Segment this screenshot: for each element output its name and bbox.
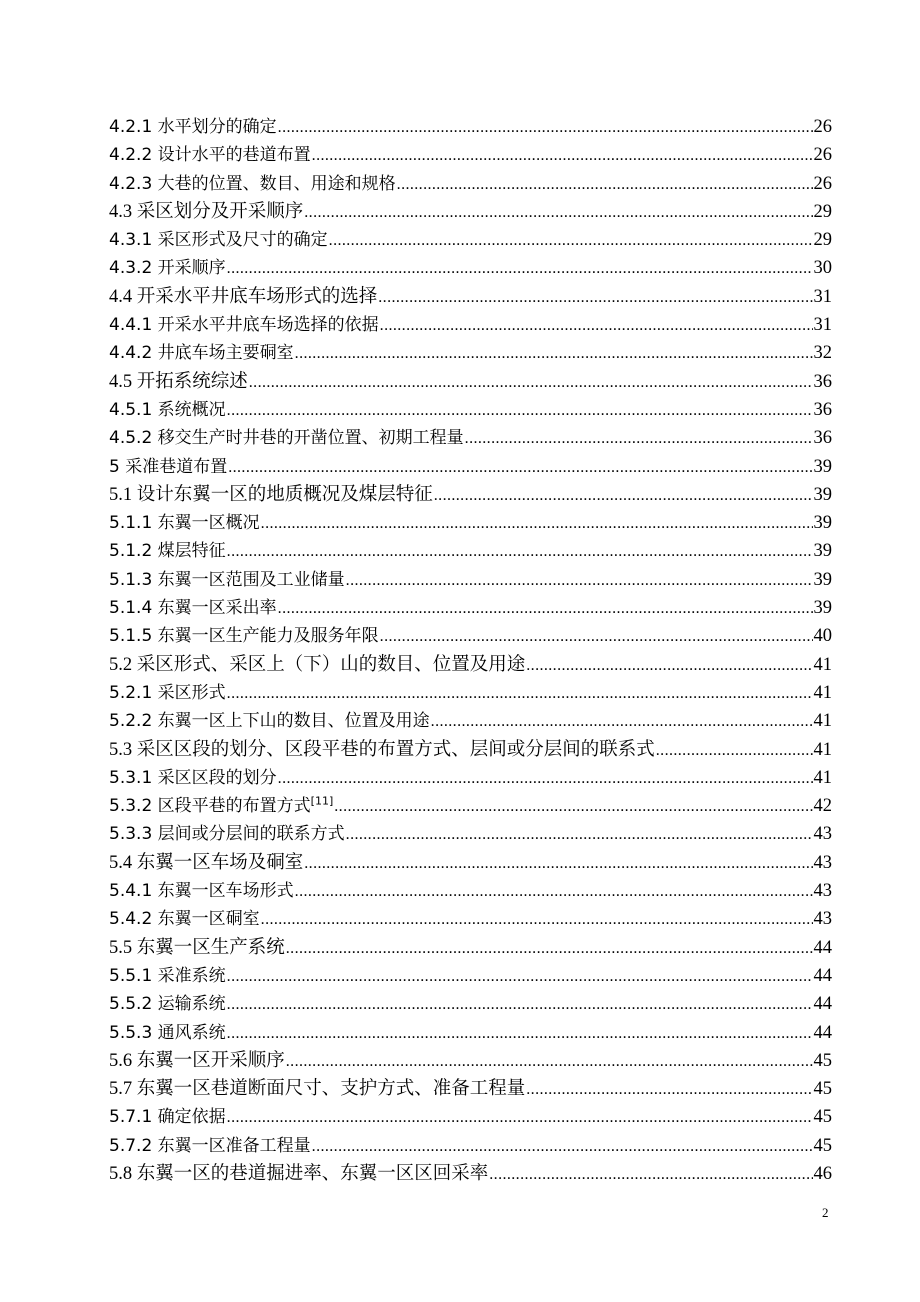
toc-entry-title [109, 254, 226, 282]
toc-entry-title [109, 1019, 226, 1047]
toc-entry-title [109, 622, 379, 650]
toc-entry[interactable] [109, 934, 832, 962]
toc-entry-title [109, 820, 345, 848]
toc-dot-leader [286, 1048, 813, 1076]
toc-entry-page: 30 [813, 258, 832, 279]
toc-dot-leader [312, 1133, 813, 1161]
toc-entry-title-text: 5.1.4 东翼一区采出率 [109, 598, 277, 619]
toc-entry-title [109, 1103, 226, 1131]
toc-entry-title [109, 537, 226, 565]
toc-entry[interactable] [109, 1019, 832, 1047]
toc-dot-leader [261, 906, 813, 934]
toc-dot-leader [286, 935, 813, 963]
toc-entry[interactable] [109, 283, 832, 311]
toc-dot-leader [227, 1020, 813, 1048]
toc-entry-title [109, 141, 311, 169]
toc-entry-page: 41 [813, 682, 832, 703]
toc-dot-leader [249, 369, 813, 397]
toc-dot-leader [329, 227, 813, 255]
toc-entry[interactable] [109, 1132, 832, 1160]
toc-entry-title-text: 5.7.1 确定依据 [109, 1107, 226, 1128]
toc-entry-title-text: 5.4 东翼一区车场及硐室 [109, 852, 304, 873]
toc-entry-page: 44 [813, 965, 832, 986]
toc-entry[interactable] [109, 509, 832, 537]
toc-entry-title-text: 5.1 设计东翼一区的地质概况及煤层特征 [109, 484, 433, 505]
toc-entry-page: 39 [813, 598, 832, 619]
toc-entry[interactable] [109, 141, 832, 169]
toc-entry-title-text: 5.5.2 运输系统 [109, 994, 226, 1015]
toc-entry[interactable] [109, 679, 832, 707]
toc-entry[interactable] [109, 877, 832, 905]
toc-entry-title [109, 368, 248, 396]
toc-entry[interactable] [109, 792, 832, 820]
toc-entry-page: 39 [813, 484, 832, 505]
toc-dot-leader [489, 1161, 812, 1189]
toc-entry-page: 29 [813, 230, 832, 251]
toc-dot-leader [378, 284, 812, 312]
toc-entry[interactable] [109, 368, 832, 396]
toc-entry-title-text: 5.7.2 东翼一区准备工程量 [109, 1135, 311, 1156]
toc-entry-title-text: 4.4.2 井底车场主要硐室 [109, 343, 294, 364]
toc-dot-leader [227, 963, 813, 991]
toc-dot-leader [278, 595, 813, 623]
toc-dot-leader [346, 567, 813, 595]
toc-entry[interactable] [109, 113, 832, 141]
toc-entry-title [109, 736, 655, 764]
toc-entry-title [109, 509, 260, 537]
toc-entry-page: 41 [813, 654, 832, 675]
toc-dot-leader [434, 482, 813, 510]
toc-entry-page: 42 [813, 796, 832, 817]
toc-entry[interactable] [109, 1160, 832, 1188]
toc-entry-title [109, 283, 377, 311]
toc-dot-leader [295, 878, 813, 906]
toc-entry[interactable] [109, 1047, 832, 1075]
toc-entry-title-text: 5 采准巷道布置 [109, 456, 228, 477]
toc-entry-title [109, 849, 303, 877]
toc-entry[interactable] [109, 651, 832, 679]
toc-entry-title-text: 5.1.3 东翼一区范围及工业储量 [109, 569, 345, 590]
toc-entry-title-text: 5.3 采区区段的划分、区段平巷的布置方式、层间或分层间的联系式 [109, 739, 655, 760]
toc-entry-title [109, 1075, 525, 1103]
toc-entry-title-text: 5.7 东翼一区巷道断面尺寸、支护方式、准备工程量 [109, 1079, 526, 1100]
toc-entry-title [109, 990, 226, 1018]
toc-entry[interactable] [109, 707, 832, 735]
toc-entry-page: 32 [813, 343, 832, 364]
toc-entry-title-text: 5.1.5 东翼一区生产能力及服务年限 [109, 626, 379, 647]
toc-entry-page: 43 [813, 881, 832, 902]
toc-entry-page: 26 [813, 117, 832, 137]
toc-entry-title-text: 5.5 东翼一区生产系统 [109, 937, 285, 958]
toc-entry-page: 29 [813, 201, 832, 222]
toc-entry-title [109, 453, 227, 481]
toc-entry-page: 31 [813, 315, 832, 336]
toc-entry-page: 36 [813, 371, 832, 392]
toc-dot-leader [278, 765, 813, 793]
toc-entry-title [109, 962, 226, 990]
toc-entry-title [109, 113, 277, 141]
toc-dot-leader [227, 1104, 813, 1132]
toc-entry-page: 41 [813, 767, 832, 788]
toc-entry-page: 43 [813, 824, 832, 845]
toc-entry-title [109, 424, 464, 452]
toc-dot-leader [465, 425, 813, 453]
toc-entry-page: 43 [813, 909, 832, 930]
toc-entry-page: 36 [813, 428, 832, 449]
toc-dot-leader [380, 312, 813, 340]
toc-entry-title-text: 5.8 东翼一区的巷道掘进率、东翼一区区回采率 [109, 1163, 489, 1184]
toc-entry[interactable] [109, 962, 832, 990]
toc-entry[interactable] [109, 736, 832, 764]
toc-entry-title-text: 4.5.2 移交生产时井巷的开凿位置、初期工程量 [109, 428, 464, 449]
toc-dot-leader [397, 171, 813, 199]
toc-entry[interactable] [109, 820, 832, 848]
toc-entry[interactable] [109, 622, 832, 650]
toc-entry-title [109, 594, 277, 622]
toc-entry-page: 39 [813, 541, 832, 562]
toc-entry[interactable] [109, 453, 832, 481]
toc-entry[interactable] [109, 990, 832, 1018]
toc-entry-title [109, 1160, 488, 1188]
toc-dot-leader [227, 397, 813, 425]
toc-entry-title-text: 4.3 采区划分及开采顺序 [109, 201, 304, 222]
toc-entry-title [109, 764, 277, 792]
toc-dot-leader [380, 623, 813, 651]
toc-entry[interactable] [109, 1103, 832, 1131]
toc-entry[interactable] [109, 396, 832, 424]
toc-entry-title [109, 651, 525, 679]
toc-entry-page: 26 [813, 173, 832, 194]
toc-entry-page: 41 [813, 739, 832, 760]
toc-entry[interactable] [109, 170, 832, 198]
toc-dot-leader [431, 708, 813, 736]
toc-entry-page: 41 [813, 711, 832, 732]
toc-entry[interactable] [109, 1075, 832, 1103]
toc-entry-page: 45 [813, 1107, 832, 1128]
toc-entry-title-text: 5.5.1 采准系统 [109, 965, 226, 986]
toc-entry-title-text: 5.4.1 东翼一区车场形式 [109, 881, 294, 902]
toc-dot-leader [227, 680, 813, 708]
toc-entry-page: 26 [813, 145, 832, 166]
toc-dot-leader [295, 340, 813, 368]
toc-entry-title-text: 5.1.1 东翼一区概况 [109, 513, 260, 534]
toc-entry[interactable] [109, 226, 832, 254]
toc-dot-leader [656, 737, 813, 765]
toc-entry-title-text: 5.5.3 通风系统 [109, 1022, 226, 1043]
citation-superscript: [11] [310, 794, 334, 808]
toc-entry-title [109, 934, 285, 962]
toc-entry-page: 39 [813, 456, 832, 477]
toc-dot-leader [278, 114, 813, 142]
toc-entry-page: 46 [813, 1163, 832, 1184]
toc-entry[interactable] [109, 254, 832, 282]
toc-entry-title-text: 4.4.1 开采水平井底车场选择的依据 [109, 315, 379, 336]
toc-entry-title-text: 5.3.3 层间或分层间的联系方式 [109, 824, 345, 845]
toc-entry-title [109, 226, 328, 254]
toc-entry-title [109, 311, 379, 339]
toc-entry[interactable] [109, 311, 832, 339]
toc-entry-title-text: 5.2.2 东翼一区上下山的数目、位置及用途 [109, 711, 430, 732]
toc-entry[interactable] [109, 481, 832, 509]
toc-entry[interactable] [109, 594, 832, 622]
toc-entry-page: 39 [813, 513, 832, 534]
toc-entry-title-text: 4.2.3 大巷的位置、数目、用途和规格 [109, 173, 396, 194]
toc-dot-leader [261, 510, 813, 538]
toc-entry-page: 31 [813, 286, 832, 307]
toc-dot-leader [526, 1076, 812, 1104]
table-of-contents [109, 113, 832, 1188]
toc-entry-title [109, 198, 303, 226]
toc-entry-title-text: 5.3.1 采区区段的划分 [109, 767, 277, 788]
toc-entry-page: 44 [813, 994, 832, 1015]
toc-entry-page: 45 [813, 1135, 832, 1156]
toc-entry-title [109, 877, 294, 905]
toc-entry-title [109, 566, 345, 594]
toc-entry[interactable] [109, 198, 832, 226]
toc-entry-page: 44 [813, 1022, 832, 1043]
toc-entry-title [109, 339, 294, 367]
toc-entry-page: 43 [813, 852, 832, 873]
toc-entry-title-text: 4.3.1 采区形式及尺寸的确定 [109, 230, 328, 251]
toc-entry-page: 44 [813, 937, 832, 958]
toc-dot-leader [334, 793, 812, 821]
toc-entry-page: 45 [813, 1050, 832, 1071]
toc-entry-title-text: 4.3.2 开采顺序 [109, 258, 226, 279]
toc-entry-title [109, 396, 226, 424]
toc-entry[interactable] [109, 566, 832, 594]
toc-entry-title-text: 5.2 采区形式、采区上（下）山的数目、位置及用途 [109, 654, 526, 675]
toc-entry[interactable] [109, 537, 832, 565]
toc-dot-leader [227, 255, 813, 283]
toc-entry-title [109, 170, 396, 198]
toc-entry[interactable] [109, 849, 832, 877]
toc-entry-title [109, 905, 260, 933]
toc-entry[interactable] [109, 905, 832, 933]
toc-entry-title-text: 4.2.1 水平划分的确定 [109, 117, 277, 137]
toc-entry-title [109, 1047, 285, 1075]
toc-dot-leader [227, 991, 813, 1019]
toc-entry-page: 39 [813, 569, 832, 590]
toc-entry[interactable] [109, 339, 832, 367]
toc-entry-title [109, 481, 433, 509]
toc-entry-title-text: 5.3.2 区段平巷的布置方式 [109, 796, 311, 817]
toc-entry-page: 40 [813, 626, 832, 647]
toc-entry[interactable] [109, 424, 832, 452]
toc-entry-title [109, 792, 333, 820]
toc-dot-leader [526, 652, 812, 680]
toc-entry-title-text: 5.2.1 采区形式 [109, 682, 226, 703]
toc-dot-leader [227, 538, 813, 566]
toc-entry-title-text: 4.5 开拓系统综述 [109, 371, 248, 392]
toc-dot-leader [346, 821, 813, 849]
toc-entry-title-text: 4.5.1 系统概况 [109, 399, 226, 420]
toc-entry-title [109, 679, 226, 707]
toc-entry-title-text: 4.4 开采水平井底车场形式的选择 [109, 286, 378, 307]
page-number: 2 [822, 1205, 829, 1220]
toc-entry-title-text: 4.2.2 设计水平的巷道布置 [109, 145, 311, 166]
toc-entry-title [109, 707, 430, 735]
toc-dot-leader [304, 199, 812, 227]
toc-entry-page: 36 [813, 399, 832, 420]
toc-dot-leader [304, 850, 812, 878]
toc-entry[interactable] [109, 764, 832, 792]
toc-dot-leader [228, 454, 812, 482]
toc-entry-page: 45 [813, 1079, 832, 1100]
toc-entry-title-text: 5.1.2 煤层特征 [109, 541, 226, 562]
toc-dot-leader [312, 142, 813, 170]
toc-entry-title-text: 5.6 东翼一区开采顺序 [109, 1050, 285, 1071]
toc-entry-title [109, 1132, 311, 1160]
toc-entry-title-text: 5.4.2 东翼一区硐室 [109, 909, 260, 930]
